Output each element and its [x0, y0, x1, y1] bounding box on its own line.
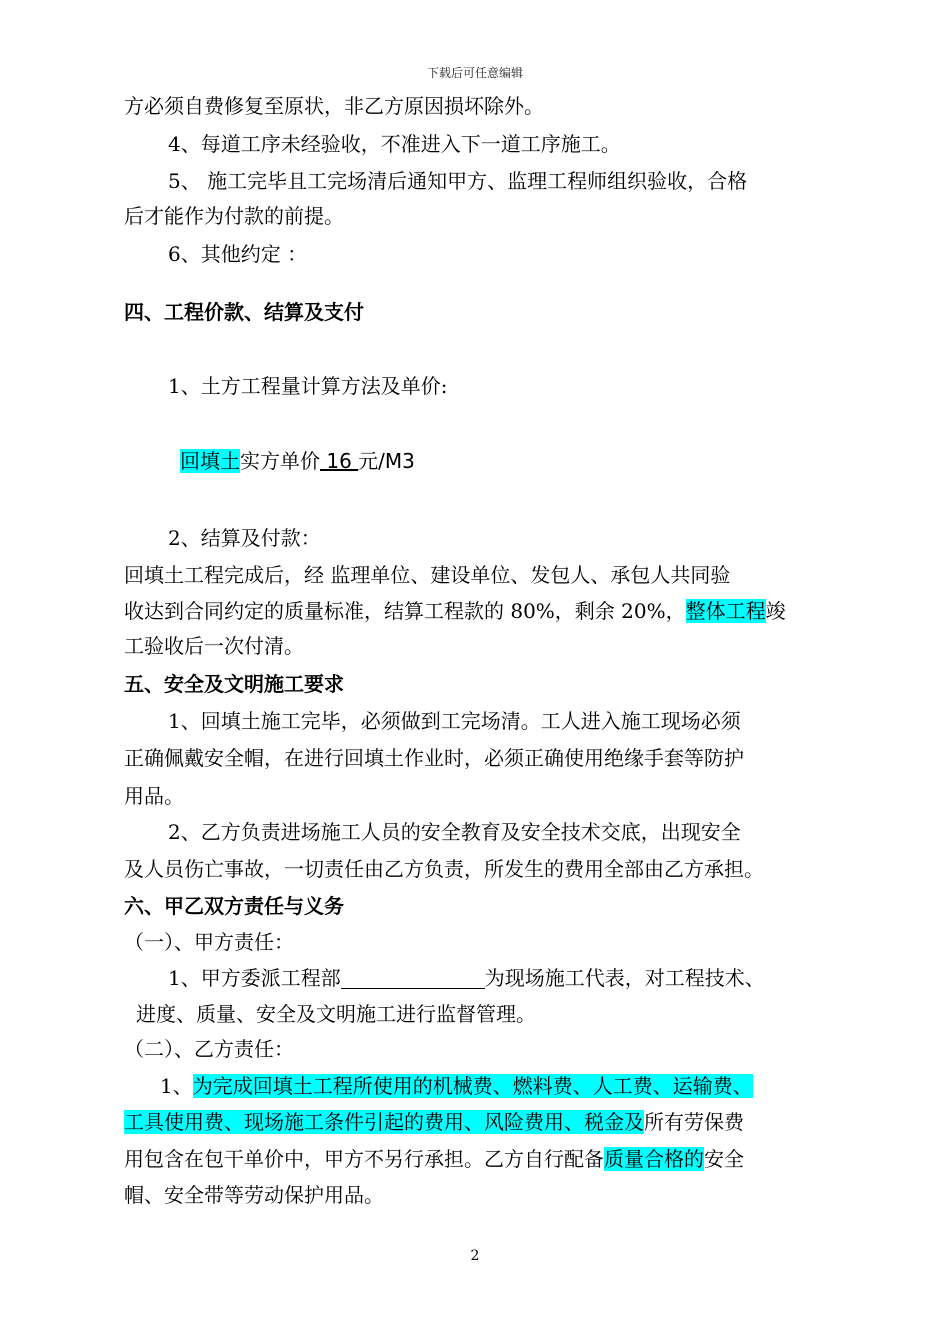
paragraph-line: 1、回填土施工完毕，必须做到工完场清。工人进入施工现场必须: [168, 709, 741, 733]
section-heading-4: 四、工程价款、结算及支付: [124, 300, 364, 324]
paragraph-line: 收达到合同约定的质量标准，结算工程款的 80%，剩余 20%，整体工程竣: [124, 599, 786, 623]
paragraph-line: 后才能作为付款的前提。: [124, 204, 344, 228]
paragraph-line: 帽、安全带等劳动保护用品。: [124, 1183, 384, 1207]
paragraph-line: 进度、质量、安全及文明施工进行监督管理。: [136, 1002, 536, 1026]
paragraph-line: 用包含在包干单价中，甲方不另行承担。乙方自行配备质量合格的安全: [124, 1147, 744, 1171]
paragraph-line: 工验收后一次付清。: [124, 634, 304, 658]
paragraph-line: 5、 施工完毕且工完场清后通知甲方、监理工程师组织验收，合格: [168, 169, 748, 193]
paragraph-line: 回填土工程完成后，经 监理单位、建设单位、发包人、承包人共同验: [124, 563, 731, 587]
highlight: 工具使用费、现场施工条件引起的费用、风险费用、税金及: [124, 1110, 644, 1134]
unit-price-line: 回填土实方单价 16 元/M3: [180, 449, 415, 473]
highlight: 整体工程: [685, 599, 766, 623]
paragraph-line: 及人员伤亡事故，一切责任由乙方负责，所发生的费用全部由乙方承担。: [124, 857, 764, 881]
paragraph-line: 2、乙方负责进场施工人员的安全教育及安全技术交底，出现安全: [168, 820, 741, 844]
subheading: （二）、乙方责任：: [124, 1037, 294, 1061]
paragraph-line: 1、为完成回填土工程所使用的机械费、燃料费、人工费、运输费、: [160, 1074, 753, 1098]
paragraph-line: 1、土方工程量计算方法及单价:: [168, 374, 448, 398]
paragraph-line: 正确佩戴安全帽，在进行回填土作业时，必须正确使用绝缘手套等防护: [124, 746, 744, 770]
header-note: 下载后可任意编辑: [426, 66, 523, 80]
paragraph-line: 6、其他约定 ：: [168, 242, 308, 266]
section-heading-6: 六、甲乙双方责任与义务: [124, 894, 344, 918]
paragraph-line: 工具使用费、现场施工条件引起的费用、风险费用、税金及所有劳保费: [124, 1110, 744, 1134]
highlight: 回填土: [180, 449, 240, 473]
paragraph-line: 方必须自费修复至原状，非乙方原因损坏除外。: [124, 94, 544, 118]
highlight: 质量合格的: [604, 1147, 704, 1171]
blank-field: [341, 966, 485, 989]
price-value: 16: [320, 449, 359, 473]
section-heading-5: 五、安全及文明施工要求: [124, 672, 344, 696]
paragraph-line: 4、每道工序未经验收，不准进入下一道工序施工。: [168, 132, 621, 156]
page-number: 2: [470, 1248, 480, 1264]
paragraph-line: 1、甲方委派工程部 为现场施工代表，对工程技术、: [168, 966, 765, 990]
highlight: 为完成回填土工程所使用的机械费、燃料费、人工费、运输费、: [192, 1074, 753, 1098]
paragraph-line: 用品。: [124, 784, 184, 808]
paragraph-line: 2、结算及付款：: [168, 526, 321, 550]
subheading: （一）、甲方责任：: [124, 930, 294, 954]
